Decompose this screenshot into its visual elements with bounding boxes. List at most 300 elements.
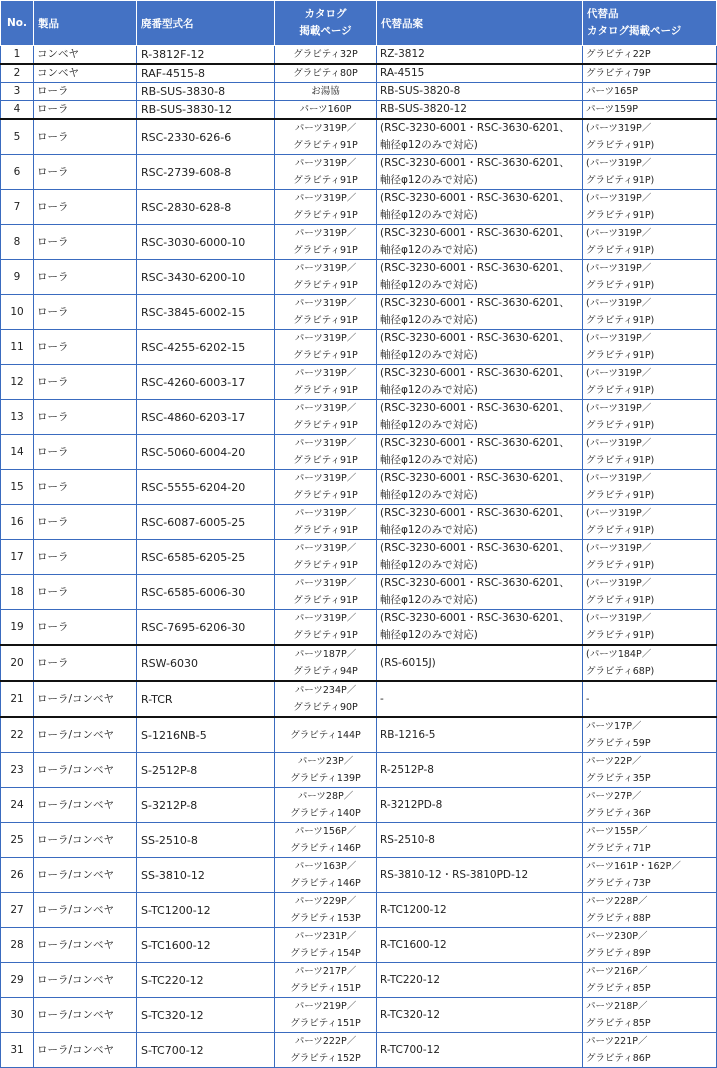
- row-model: S-TC1200-12: [137, 893, 275, 928]
- row-alt-catalog-page: [583, 505, 717, 540]
- row-model: RSC-2330-626-6: [137, 119, 275, 155]
- row-model: RB-SUS-3830-8: [137, 83, 275, 101]
- row-catalog-page: [275, 83, 377, 101]
- row-alt-catalog-line2: グラビティ73P: [586, 878, 651, 889]
- table-row: [1, 540, 717, 575]
- row-no: 8: [1, 225, 34, 260]
- row-alt-catalog-page: [583, 260, 717, 295]
- table-row: [1, 470, 717, 505]
- row-catalog-line2: グラビティ154P: [290, 948, 361, 959]
- row-alternative-line1: R-3212PD-8: [380, 798, 443, 811]
- row-product: ローラ: [34, 505, 137, 540]
- row-product: ローラ/コンベヤ: [34, 858, 137, 893]
- row-alt-catalog-line2: グラビティ91P): [586, 245, 655, 256]
- row-no: 2: [1, 64, 34, 83]
- row-alt-catalog-line1: (パーツ319P／: [586, 123, 652, 134]
- table-row: [1, 575, 717, 610]
- row-product: ローラ: [34, 470, 137, 505]
- row-catalog-page: [275, 823, 377, 858]
- table-row: [1, 190, 717, 225]
- row-catalog-line2: グラビティ139P: [290, 773, 361, 784]
- row-product: コンベヤ: [34, 64, 137, 83]
- row-alt-catalog-line1: パーツ230P／: [586, 931, 648, 942]
- row-alt-catalog-line2: グラビティ35P: [586, 773, 651, 784]
- row-alt-catalog-line2: グラビティ71P: [586, 843, 651, 854]
- row-alt-catalog-page: [583, 225, 717, 260]
- row-model: RSC-5060-6004-20: [137, 435, 275, 470]
- row-product: ローラ/コンベヤ: [34, 1033, 137, 1068]
- row-alternative: [377, 101, 583, 120]
- row-catalog-line1: パーツ319P／: [294, 578, 357, 589]
- row-alt-catalog-line1: グラビティ79P: [586, 68, 651, 79]
- row-alt-catalog-line2: グラビティ59P: [586, 738, 651, 749]
- row-catalog-line1: パーツ319P／: [294, 263, 357, 274]
- table-row: [1, 717, 717, 753]
- row-catalog-page: [275, 753, 377, 788]
- row-catalog-page: [275, 645, 377, 681]
- row-alternative-line1: RB-SUS-3820-12: [380, 103, 467, 115]
- row-catalog-line2: グラビティ91P: [293, 455, 358, 466]
- row-catalog-line2: グラビティ90P: [293, 702, 358, 713]
- row-alternative-line2: 軸径φ12のみで対応): [380, 209, 478, 221]
- row-catalog-line1: パーツ219P／: [294, 1001, 357, 1012]
- header-no: No.: [1, 1, 34, 46]
- row-catalog-line1: パーツ319P／: [294, 613, 357, 624]
- row-alternative-line1: (RS-6015J): [380, 656, 436, 669]
- row-alt-catalog-page: [583, 435, 717, 470]
- row-catalog-line1: パーツ319P／: [294, 158, 357, 169]
- row-alternative-line2: 軸径φ12のみで対応): [380, 174, 478, 186]
- row-alt-catalog-line2: グラビティ91P): [586, 490, 655, 501]
- row-alternative: [377, 435, 583, 470]
- row-alternative-line1: RZ-3812: [380, 48, 425, 60]
- row-catalog-line2: グラビティ94P: [293, 666, 358, 677]
- row-alt-catalog-line1: (パーツ319P／: [586, 473, 652, 484]
- row-catalog-page: [275, 46, 377, 65]
- row-no: 20: [1, 645, 34, 681]
- row-alternative: [377, 893, 583, 928]
- row-catalog-page: [275, 400, 377, 435]
- row-no: 10: [1, 295, 34, 330]
- row-no: 14: [1, 435, 34, 470]
- row-product: ローラ: [34, 540, 137, 575]
- row-alternative: [377, 155, 583, 190]
- row-alt-catalog-line1: (パーツ319P／: [586, 613, 652, 624]
- row-alternative-line1: (RSC-3230-6001・RSC-3630-6201、: [380, 262, 570, 274]
- row-no: 17: [1, 540, 34, 575]
- row-product: ローラ: [34, 575, 137, 610]
- row-catalog-line2: グラビティ91P: [293, 490, 358, 501]
- row-alt-catalog-page: [583, 101, 717, 120]
- row-alt-catalog-page: [583, 717, 717, 753]
- row-alt-catalog-page: [583, 46, 717, 65]
- row-catalog-line2: グラビティ91P: [293, 595, 358, 606]
- row-alternative-line1: RB-1216-5: [380, 728, 436, 741]
- row-catalog-page: [275, 190, 377, 225]
- row-alt-catalog-line2: グラビティ85P: [586, 1018, 651, 1029]
- row-product: ローラ: [34, 83, 137, 101]
- row-catalog-page: [275, 435, 377, 470]
- row-product: ローラ: [34, 645, 137, 681]
- row-catalog-page: [275, 893, 377, 928]
- row-alt-catalog-line2: グラビティ91P): [586, 420, 655, 431]
- row-alt-catalog-line1: パーツ22P／: [586, 756, 642, 767]
- row-no: 23: [1, 753, 34, 788]
- row-alt-catalog-page: [583, 365, 717, 400]
- row-alt-catalog-line2: グラビティ91P): [586, 630, 655, 641]
- row-alternative-line2: 軸径φ12のみで対応): [380, 244, 478, 256]
- row-alt-catalog-page: [583, 190, 717, 225]
- row-alternative-line1: R-TC700-12: [380, 1043, 441, 1056]
- row-alternative: [377, 119, 583, 155]
- row-model: S-TC320-12: [137, 998, 275, 1033]
- row-alternative: [377, 330, 583, 365]
- row-alternative-line1: R-TC1200-12: [380, 903, 447, 916]
- row-alt-catalog-line1: (パーツ319P／: [586, 508, 652, 519]
- row-model: S-TC700-12: [137, 1033, 275, 1068]
- row-product: ローラ/コンベヤ: [34, 717, 137, 753]
- row-catalog-page: [275, 610, 377, 646]
- row-model: S-TC1600-12: [137, 928, 275, 963]
- table-row: [1, 46, 717, 65]
- row-alternative-line2: 軸径φ12のみで対応): [380, 384, 478, 396]
- row-model: RSC-4260-6003-17: [137, 365, 275, 400]
- row-catalog-line2: グラビティ152P: [290, 1053, 361, 1064]
- row-alt-catalog-page: [583, 893, 717, 928]
- row-catalog-line2: グラビティ151P: [290, 983, 361, 994]
- row-alternative-line2: 軸径φ12のみで対応): [380, 279, 478, 291]
- row-alternative-line1: (RSC-3230-6001・RSC-3630-6201、: [380, 577, 570, 589]
- row-alt-catalog-line1: (パーツ319P／: [586, 263, 652, 274]
- row-alternative-line1: R-TC1600-12: [380, 938, 447, 951]
- table-row: [1, 788, 717, 823]
- row-alternative-line1: RS-2510-8: [380, 833, 435, 846]
- row-catalog-page: [275, 295, 377, 330]
- row-product: ローラ/コンベヤ: [34, 998, 137, 1033]
- row-alt-catalog-line1: グラビティ22P: [586, 49, 651, 60]
- row-alt-catalog-page: [583, 400, 717, 435]
- row-alt-catalog-page: [583, 858, 717, 893]
- row-alt-catalog-line1: パーツ165P: [586, 86, 638, 97]
- row-product: ローラ: [34, 295, 137, 330]
- row-catalog-line1: パーツ229P／: [294, 896, 357, 907]
- table-row: [1, 330, 717, 365]
- row-no: 26: [1, 858, 34, 893]
- row-alt-catalog-line2: グラビティ91P): [586, 210, 655, 221]
- row-catalog-page: [275, 225, 377, 260]
- row-alt-catalog-line1: (パーツ319P／: [586, 333, 652, 344]
- row-catalog-line1: パーツ156P／: [294, 826, 357, 837]
- row-no: 27: [1, 893, 34, 928]
- row-alt-catalog-page: [583, 610, 717, 646]
- row-alt-catalog-page: [583, 83, 717, 101]
- row-alt-catalog-line2: グラビティ91P): [586, 455, 655, 466]
- row-alternative: [377, 260, 583, 295]
- row-alt-catalog-page: [583, 753, 717, 788]
- row-alternative: [377, 717, 583, 753]
- row-catalog-line1: パーツ319P／: [294, 473, 357, 484]
- row-alternative-line1: (RSC-3230-6001・RSC-3630-6201、: [380, 402, 570, 414]
- header-alt-catalog: [583, 1, 717, 46]
- row-catalog-page: [275, 101, 377, 120]
- row-catalog-line2: グラビティ146P: [290, 843, 361, 854]
- row-model: RSC-5555-6204-20: [137, 470, 275, 505]
- row-catalog-page: [275, 260, 377, 295]
- row-alternative-line2: 軸径φ12のみで対応): [380, 594, 478, 606]
- table-body: [1, 46, 717, 1068]
- row-alt-catalog-page: [583, 823, 717, 858]
- row-alternative-line2: 軸径φ12のみで対応): [380, 349, 478, 361]
- row-alternative: [377, 998, 583, 1033]
- row-alternative-line1: RA-4515: [380, 67, 425, 79]
- row-alt-catalog-page: [583, 963, 717, 998]
- row-model: RSC-4860-6203-17: [137, 400, 275, 435]
- row-no: 16: [1, 505, 34, 540]
- row-catalog-line1: グラビティ144P: [290, 729, 361, 741]
- header-alt-catalog-line2: カタログ掲載ページ: [587, 25, 682, 37]
- row-alternative: [377, 753, 583, 788]
- row-model: RSC-3030-6000-10: [137, 225, 275, 260]
- header-model: 廃番型式名: [137, 1, 275, 46]
- row-alternative: [377, 1033, 583, 1068]
- row-alternative-line2: 軸径φ12のみで対応): [380, 524, 478, 536]
- table-row: [1, 753, 717, 788]
- row-catalog-line1: パーツ234P／: [294, 685, 357, 696]
- row-alternative-line1: R-2512P-8: [380, 763, 434, 776]
- row-catalog-line2: グラビティ146P: [290, 878, 361, 889]
- row-model: SS-2510-8: [137, 823, 275, 858]
- row-no: 25: [1, 823, 34, 858]
- row-catalog-line1: パーツ160P: [299, 104, 352, 115]
- row-catalog-line1: パーツ319P／: [294, 403, 357, 414]
- row-catalog-line1: パーツ222P／: [294, 1036, 357, 1047]
- row-model: RSC-6585-6205-25: [137, 540, 275, 575]
- table-row: [1, 893, 717, 928]
- row-alt-catalog-page: [583, 645, 717, 681]
- table-row: [1, 998, 717, 1033]
- row-alternative: [377, 788, 583, 823]
- row-alternative: [377, 963, 583, 998]
- row-product: ローラ/コンベヤ: [34, 681, 137, 717]
- row-alternative-line1: (RSC-3230-6001・RSC-3630-6201、: [380, 472, 570, 484]
- header-alternative: 代替品案: [377, 1, 583, 46]
- header-catalog-line2: 掲載ページ: [299, 25, 352, 37]
- row-catalog-page: [275, 998, 377, 1033]
- row-alternative: [377, 540, 583, 575]
- table-row: [1, 155, 717, 190]
- row-alternative: [377, 295, 583, 330]
- row-alternative-line1: (RSC-3230-6001・RSC-3630-6201、: [380, 122, 570, 134]
- row-alternative-line2: 軸径φ12のみで対応): [380, 629, 478, 641]
- row-catalog-line1: パーツ23P／: [297, 756, 354, 767]
- table-row: [1, 101, 717, 120]
- row-catalog-page: [275, 365, 377, 400]
- row-product: ローラ/コンベヤ: [34, 823, 137, 858]
- row-catalog-page: [275, 64, 377, 83]
- row-alternative: [377, 610, 583, 646]
- table-row: [1, 365, 717, 400]
- row-catalog-line2: グラビティ91P: [293, 140, 358, 151]
- row-no: 1: [1, 46, 34, 65]
- row-alternative: [377, 400, 583, 435]
- row-catalog-page: [275, 470, 377, 505]
- row-catalog-line1: お湯協: [311, 86, 340, 97]
- row-model: RSW-6030: [137, 645, 275, 681]
- row-product: ローラ/コンベヤ: [34, 788, 137, 823]
- row-catalog-line2: グラビティ91P: [293, 420, 358, 431]
- row-alternative-line1: (RSC-3230-6001・RSC-3630-6201、: [380, 157, 570, 169]
- row-catalog-line1: グラビティ80P: [293, 68, 358, 79]
- row-product: ローラ/コンベヤ: [34, 753, 137, 788]
- row-no: 28: [1, 928, 34, 963]
- row-product: ローラ: [34, 610, 137, 646]
- row-alternative: [377, 681, 583, 717]
- row-catalog-line2: グラビティ151P: [290, 1018, 361, 1029]
- row-alt-catalog-page: [583, 64, 717, 83]
- row-alt-catalog-line2: グラビティ89P: [586, 948, 651, 959]
- row-alt-catalog-page: [583, 295, 717, 330]
- row-alt-catalog-page: [583, 119, 717, 155]
- row-alternative-line1: -: [380, 692, 384, 705]
- row-alt-catalog-line2: グラビティ68P): [586, 666, 655, 677]
- row-no: 13: [1, 400, 34, 435]
- row-alternative-line1: RB-SUS-3820-8: [380, 85, 461, 97]
- row-catalog-line2: グラビティ91P: [293, 175, 358, 186]
- row-catalog-line2: グラビティ91P: [293, 350, 358, 361]
- row-alt-catalog-line2: グラビティ91P): [586, 595, 655, 606]
- row-alt-catalog-page: [583, 540, 717, 575]
- row-catalog-line1: パーツ319P／: [294, 298, 357, 309]
- row-no: 18: [1, 575, 34, 610]
- row-no: 22: [1, 717, 34, 753]
- row-alternative-line2: 軸径φ12のみで対応): [380, 314, 478, 326]
- row-alternative: [377, 46, 583, 65]
- row-catalog-line1: パーツ319P／: [294, 508, 357, 519]
- row-alt-catalog-page: [583, 470, 717, 505]
- table-row: [1, 119, 717, 155]
- row-catalog-line1: パーツ231P／: [294, 931, 357, 942]
- header-product: 製品: [34, 1, 137, 46]
- row-alternative: [377, 575, 583, 610]
- row-model: SS-3810-12: [137, 858, 275, 893]
- row-product: ローラ: [34, 435, 137, 470]
- row-alternative-line1: (RSC-3230-6001・RSC-3630-6201、: [380, 437, 570, 449]
- row-alt-catalog-line2: グラビティ91P): [586, 280, 655, 291]
- table-row: [1, 681, 717, 717]
- row-catalog-line1: パーツ319P／: [294, 368, 357, 379]
- row-alternative-line1: (RSC-3230-6001・RSC-3630-6201、: [380, 542, 570, 554]
- row-alt-catalog-line1: (パーツ319P／: [586, 438, 652, 449]
- row-catalog-page: [275, 119, 377, 155]
- row-catalog-line1: パーツ319P／: [294, 333, 357, 344]
- row-no: 30: [1, 998, 34, 1033]
- header-catalog-line1: カタログ: [304, 8, 347, 20]
- row-catalog-page: [275, 155, 377, 190]
- row-model: S-3212P-8: [137, 788, 275, 823]
- row-alt-catalog-line1: パーツ159P: [586, 104, 638, 115]
- row-alt-catalog-line1: (パーツ319P／: [586, 193, 652, 204]
- row-alt-catalog-line2: グラビティ86P: [586, 1053, 651, 1064]
- row-alternative: [377, 365, 583, 400]
- row-alternative-line1: R-TC320-12: [380, 1008, 441, 1021]
- row-alternative-line1: (RSC-3230-6001・RSC-3630-6201、: [380, 297, 570, 309]
- row-catalog-line2: グラビティ140P: [290, 808, 361, 819]
- row-alternative: [377, 83, 583, 101]
- row-alternative: [377, 505, 583, 540]
- row-alt-catalog-line1: パーツ155P／: [586, 826, 648, 837]
- row-catalog-page: [275, 858, 377, 893]
- row-catalog-line2: グラビティ91P: [293, 385, 358, 396]
- row-catalog-page: [275, 330, 377, 365]
- row-alternative: [377, 225, 583, 260]
- row-model: R-3812F-12: [137, 46, 275, 65]
- row-model: RSC-7695-6206-30: [137, 610, 275, 646]
- row-alt-catalog-line1: パーツ228P／: [586, 896, 648, 907]
- row-catalog-page: [275, 928, 377, 963]
- table-row: [1, 400, 717, 435]
- row-no: 24: [1, 788, 34, 823]
- row-alt-catalog-line1: パーツ161P・162P／: [586, 861, 681, 872]
- row-alt-catalog-line2: グラビティ85P: [586, 983, 651, 994]
- row-alternative: [377, 858, 583, 893]
- row-catalog-line1: グラビティ32P: [293, 49, 358, 60]
- table-row: [1, 260, 717, 295]
- table-row: [1, 1033, 717, 1068]
- table-row: [1, 225, 717, 260]
- row-alternative-line1: (RSC-3230-6001・RSC-3630-6201、: [380, 367, 570, 379]
- row-alternative-line1: (RSC-3230-6001・RSC-3630-6201、: [380, 612, 570, 624]
- row-alternative-line2: 軸径φ12のみで対応): [380, 139, 478, 151]
- row-alternative-line1: R-TC220-12: [380, 973, 441, 986]
- row-catalog-page: [275, 505, 377, 540]
- row-no: 4: [1, 101, 34, 120]
- row-alt-catalog-line1: (パーツ184P／: [586, 649, 652, 660]
- row-alt-catalog-line1: パーツ17P／: [586, 721, 642, 732]
- row-alt-catalog-line1: (パーツ319P／: [586, 543, 652, 554]
- table-header-row: [1, 1, 717, 46]
- row-alt-catalog-line1: パーツ27P／: [586, 791, 642, 802]
- table-row: [1, 645, 717, 681]
- row-no: 21: [1, 681, 34, 717]
- row-product: ローラ: [34, 365, 137, 400]
- row-alt-catalog-page: [583, 575, 717, 610]
- row-catalog-line1: パーツ319P／: [294, 438, 357, 449]
- row-alternative-line1: RS-3810-12・RS-3810PD-12: [380, 868, 529, 881]
- row-alternative-line1: (RSC-3230-6001・RSC-3630-6201、: [380, 507, 570, 519]
- row-no: 3: [1, 83, 34, 101]
- row-model: RSC-3430-6200-10: [137, 260, 275, 295]
- row-alt-catalog-line1: (パーツ319P／: [586, 578, 652, 589]
- row-alt-catalog-line2: グラビティ91P): [586, 350, 655, 361]
- row-alt-catalog-line1: (パーツ319P／: [586, 368, 652, 379]
- row-model: S-2512P-8: [137, 753, 275, 788]
- row-alternative-line1: (RSC-3230-6001・RSC-3630-6201、: [380, 192, 570, 204]
- row-model: RB-SUS-3830-12: [137, 101, 275, 120]
- row-product: ローラ: [34, 190, 137, 225]
- row-alt-catalog-line2: グラビティ36P: [586, 808, 651, 819]
- row-no: 7: [1, 190, 34, 225]
- row-alt-catalog-line2: グラビティ91P): [586, 140, 655, 151]
- row-model: RSC-3845-6002-15: [137, 295, 275, 330]
- row-alt-catalog-page: [583, 330, 717, 365]
- row-product: ローラ: [34, 225, 137, 260]
- table-row: [1, 64, 717, 83]
- row-product: ローラ: [34, 101, 137, 120]
- row-catalog-line1: パーツ28P／: [297, 791, 354, 802]
- row-catalog-line2: グラビティ91P: [293, 210, 358, 221]
- row-catalog-line2: グラビティ153P: [290, 913, 361, 924]
- row-alt-catalog-line2: グラビティ88P: [586, 913, 651, 924]
